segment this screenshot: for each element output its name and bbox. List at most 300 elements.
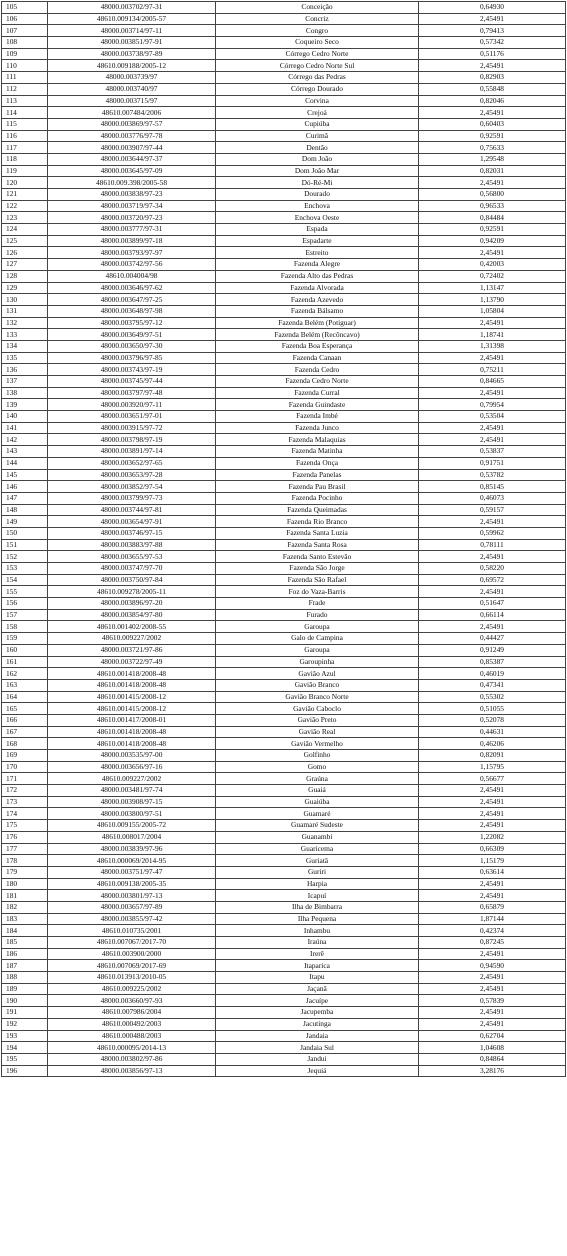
table-row xyxy=(2,189,566,201)
field-name-cell: Graúna xyxy=(216,773,419,785)
value-cell: 1,87144 xyxy=(419,913,566,925)
value-cell: 1,31398 xyxy=(419,340,566,352)
row-number-cell: 126 xyxy=(2,247,48,259)
row-number-cell: 123 xyxy=(2,212,48,224)
process-number-cell: 48000.003796/97-85 xyxy=(48,352,216,364)
process-number-cell: 48610.010735/2001 xyxy=(48,925,216,937)
process-number-cell: 48000.003795/97-12 xyxy=(48,317,216,329)
table-row xyxy=(2,913,566,925)
row-number-cell: 119 xyxy=(2,165,48,177)
row-number-cell: 150 xyxy=(2,527,48,539)
field-name-cell: Gavião Branco Norte xyxy=(216,691,419,703)
field-name-cell: Gavião Azul xyxy=(216,668,419,680)
value-cell: 0,57342 xyxy=(419,37,566,49)
table-row xyxy=(2,446,566,458)
data-table xyxy=(1,1,566,1077)
row-number-cell: 165 xyxy=(2,703,48,715)
value-cell: 0,69572 xyxy=(419,574,566,586)
row-number-cell: 120 xyxy=(2,177,48,189)
row-number-cell: 182 xyxy=(2,901,48,913)
field-name-cell: Iraúna xyxy=(216,937,419,949)
row-number-cell: 162 xyxy=(2,668,48,680)
value-cell: 0,55302 xyxy=(419,691,566,703)
field-name-cell: Córrego das Pedras xyxy=(216,72,419,84)
value-cell: 0,51055 xyxy=(419,703,566,715)
value-cell: 2,45491 xyxy=(419,878,566,890)
field-name-cell: Fazenda Alto das Pedras xyxy=(216,270,419,282)
field-name-cell: Guamaré xyxy=(216,808,419,820)
value-cell: 1,15179 xyxy=(419,855,566,867)
field-name-cell: Garoupinha xyxy=(216,656,419,668)
table-row xyxy=(2,750,566,762)
table-row xyxy=(2,118,566,130)
process-number-cell: 48000.003798/97-19 xyxy=(48,434,216,446)
process-number-cell: 48000.003645/97-09 xyxy=(48,165,216,177)
field-name-cell: Gavião Vermelho xyxy=(216,738,419,750)
table-row xyxy=(2,539,566,551)
process-number-cell: 48000.003742/97-56 xyxy=(48,259,216,271)
table-row xyxy=(2,621,566,633)
row-number-cell: 134 xyxy=(2,340,48,352)
value-cell: 0,53504 xyxy=(419,411,566,423)
value-cell: 0,46073 xyxy=(419,492,566,504)
table-row xyxy=(2,340,566,352)
value-cell: 0,96533 xyxy=(419,200,566,212)
value-cell: 0,56800 xyxy=(419,189,566,201)
field-name-cell: Jandui xyxy=(216,1053,419,1065)
table-row xyxy=(2,107,566,119)
table-row xyxy=(2,37,566,49)
field-name-cell: Fazenda Alvorada xyxy=(216,282,419,294)
value-cell: 1,04608 xyxy=(419,1042,566,1054)
process-number-cell: 48000.003852/97-54 xyxy=(48,481,216,493)
field-name-cell: Itapu xyxy=(216,972,419,984)
table-row xyxy=(2,481,566,493)
value-cell: 2,45491 xyxy=(419,177,566,189)
process-number-cell: 48000.003654/97-91 xyxy=(48,516,216,528)
process-number-cell: 48610.007986/2004 xyxy=(48,1007,216,1019)
value-cell: 2,45491 xyxy=(419,387,566,399)
process-number-cell: 48000.003743/97-19 xyxy=(48,364,216,376)
field-name-cell: Fazenda Queimadas xyxy=(216,504,419,516)
value-cell: 2,45491 xyxy=(419,796,566,808)
value-cell: 1,29548 xyxy=(419,153,566,165)
field-name-cell: Irerê xyxy=(216,948,419,960)
row-number-cell: 178 xyxy=(2,855,48,867)
row-number-cell: 124 xyxy=(2,224,48,236)
table-row xyxy=(2,609,566,621)
row-number-cell: 192 xyxy=(2,1018,48,1030)
field-name-cell: Crejoá xyxy=(216,107,419,119)
table-row xyxy=(2,714,566,726)
row-number-cell: 145 xyxy=(2,469,48,481)
value-cell: 1,15795 xyxy=(419,761,566,773)
value-cell: 2,45491 xyxy=(419,983,566,995)
process-number-cell: 48610.004004/98 xyxy=(48,270,216,282)
process-number-cell: 48000.003722/97-49 xyxy=(48,656,216,668)
value-cell: 0,94590 xyxy=(419,960,566,972)
row-number-cell: 196 xyxy=(2,1065,48,1077)
row-number-cell: 184 xyxy=(2,925,48,937)
row-number-cell: 107 xyxy=(2,25,48,37)
value-cell: 0,82046 xyxy=(419,95,566,107)
value-cell: 2,45491 xyxy=(419,107,566,119)
field-name-cell: Espada xyxy=(216,224,419,236)
field-name-cell: Fazenda Cedro Norte xyxy=(216,376,419,388)
value-cell: 0,63614 xyxy=(419,866,566,878)
row-number-cell: 188 xyxy=(2,972,48,984)
value-cell: 0,56677 xyxy=(419,773,566,785)
row-number-cell: 169 xyxy=(2,750,48,762)
table-row xyxy=(2,200,566,212)
process-number-cell: 48000.003750/97-84 xyxy=(48,574,216,586)
field-name-cell: Fazenda Imbé xyxy=(216,411,419,423)
row-number-cell: 116 xyxy=(2,130,48,142)
field-name-cell: Fazenda Malaquias xyxy=(216,434,419,446)
table-row xyxy=(2,890,566,902)
field-name-cell: Fazenda Junco xyxy=(216,422,419,434)
table-row xyxy=(2,960,566,972)
process-number-cell: 48610.009227/2002 xyxy=(48,773,216,785)
value-cell: 2,45491 xyxy=(419,621,566,633)
row-number-cell: 189 xyxy=(2,983,48,995)
row-number-cell: 175 xyxy=(2,820,48,832)
value-cell: 0,46019 xyxy=(419,668,566,680)
value-cell: 0,85145 xyxy=(419,481,566,493)
field-name-cell: Dourado xyxy=(216,189,419,201)
value-cell: 1,13147 xyxy=(419,282,566,294)
value-cell: 0,53837 xyxy=(419,446,566,458)
field-name-cell: Enchova Oeste xyxy=(216,212,419,224)
process-number-cell: 48000.003797/97-48 xyxy=(48,387,216,399)
value-cell: 0,75211 xyxy=(419,364,566,376)
field-name-cell: Congro xyxy=(216,25,419,37)
field-name-cell: Gavião Real xyxy=(216,726,419,738)
table-row xyxy=(2,270,566,282)
row-number-cell: 115 xyxy=(2,118,48,130)
value-cell: 0,51647 xyxy=(419,598,566,610)
table-row xyxy=(2,1042,566,1054)
table-row xyxy=(2,738,566,750)
table-row xyxy=(2,317,566,329)
table-row xyxy=(2,983,566,995)
value-cell: 2,45491 xyxy=(419,60,566,72)
process-number-cell: 48610.007067/2017-70 xyxy=(48,937,216,949)
process-number-cell: 48000.003714/97-11 xyxy=(48,25,216,37)
table-row xyxy=(2,72,566,84)
process-number-cell: 48000.003646/97-62 xyxy=(48,282,216,294)
process-number-cell: 48610.001415/2008-12 xyxy=(48,691,216,703)
field-name-cell: Foz do Vaza-Barris xyxy=(216,586,419,598)
field-name-cell: Fazenda Belém (Potiguar) xyxy=(216,317,419,329)
process-number-cell: 48000.003647/97-25 xyxy=(48,294,216,306)
field-name-cell: Jacutinga xyxy=(216,1018,419,1030)
row-number-cell: 160 xyxy=(2,644,48,656)
row-number-cell: 111 xyxy=(2,72,48,84)
table-row xyxy=(2,387,566,399)
field-name-cell: Fazenda Curral xyxy=(216,387,419,399)
process-number-cell: 48000.003648/97-98 xyxy=(48,305,216,317)
table-row xyxy=(2,83,566,95)
row-number-cell: 181 xyxy=(2,890,48,902)
row-number-cell: 141 xyxy=(2,422,48,434)
process-number-cell: 48000.003908/97-15 xyxy=(48,796,216,808)
value-cell: 0,53782 xyxy=(419,469,566,481)
field-name-cell: Conceição xyxy=(216,2,419,14)
field-name-cell: Fazenda Onça xyxy=(216,457,419,469)
field-name-cell: Jandaia xyxy=(216,1030,419,1042)
process-number-cell: 48000.003719/97-34 xyxy=(48,200,216,212)
row-number-cell: 151 xyxy=(2,539,48,551)
process-number-cell: 48000.003720/97-23 xyxy=(48,212,216,224)
row-number-cell: 176 xyxy=(2,831,48,843)
row-number-cell: 168 xyxy=(2,738,48,750)
process-number-cell: 48000.003854/97-80 xyxy=(48,609,216,621)
value-cell: 0,72402 xyxy=(419,270,566,282)
field-name-cell: Enchova xyxy=(216,200,419,212)
field-name-cell: Gavião Preto xyxy=(216,714,419,726)
process-number-cell: 48610.001402/2008-55 xyxy=(48,621,216,633)
table-row xyxy=(2,352,566,364)
process-number-cell: 48610.001415/2008-12 xyxy=(48,703,216,715)
process-number-cell: 48000.003899/97-18 xyxy=(48,235,216,247)
table-row xyxy=(2,831,566,843)
value-cell: 0,66309 xyxy=(419,843,566,855)
process-number-cell: 48610.000492/2003 xyxy=(48,1018,216,1030)
table-row xyxy=(2,504,566,516)
table-row xyxy=(2,13,566,25)
process-number-cell: 48610.001418/2008-48 xyxy=(48,738,216,750)
row-number-cell: 110 xyxy=(2,60,48,72)
table-row xyxy=(2,142,566,154)
row-number-cell: 131 xyxy=(2,305,48,317)
row-number-cell: 156 xyxy=(2,598,48,610)
field-name-cell: Fazenda Bálsamo xyxy=(216,305,419,317)
value-cell: 0,59157 xyxy=(419,504,566,516)
field-name-cell: Galo de Campina xyxy=(216,633,419,645)
table-row xyxy=(2,820,566,832)
row-number-cell: 177 xyxy=(2,843,48,855)
table-row xyxy=(2,808,566,820)
field-name-cell: Fazenda Azevedo xyxy=(216,294,419,306)
field-name-cell: Cupiúba xyxy=(216,118,419,130)
value-cell: 0,94209 xyxy=(419,235,566,247)
row-number-cell: 166 xyxy=(2,714,48,726)
value-cell: 0,78111 xyxy=(419,539,566,551)
row-number-cell: 172 xyxy=(2,785,48,797)
table-row xyxy=(2,644,566,656)
value-cell: 0,66114 xyxy=(419,609,566,621)
field-name-cell: Jandaia Sul xyxy=(216,1042,419,1054)
value-cell: 0,91751 xyxy=(419,457,566,469)
process-number-cell: 48000.003851/97-91 xyxy=(48,37,216,49)
field-name-cell: Guriri xyxy=(216,866,419,878)
row-number-cell: 144 xyxy=(2,457,48,469)
table-row xyxy=(2,399,566,411)
row-number-cell: 186 xyxy=(2,948,48,960)
process-number-cell: 48000.003793/97-97 xyxy=(48,247,216,259)
value-cell: 0,60403 xyxy=(419,118,566,130)
table-row xyxy=(2,843,566,855)
table-row xyxy=(2,60,566,72)
process-number-cell: 48000.003744/97-81 xyxy=(48,504,216,516)
value-cell: 0,59962 xyxy=(419,527,566,539)
value-cell: 0,82903 xyxy=(419,72,566,84)
field-name-cell: Fazenda Santa Luzia xyxy=(216,527,419,539)
row-number-cell: 152 xyxy=(2,551,48,563)
value-cell: 2,45491 xyxy=(419,808,566,820)
process-number-cell: 48000.003715/97 xyxy=(48,95,216,107)
value-cell: 2,45491 xyxy=(419,586,566,598)
value-cell: 2,45491 xyxy=(419,317,566,329)
row-number-cell: 140 xyxy=(2,411,48,423)
table-row xyxy=(2,177,566,189)
row-number-cell: 193 xyxy=(2,1030,48,1042)
table-row xyxy=(2,516,566,528)
process-number-cell: 48610.009225/2002 xyxy=(48,983,216,995)
process-number-cell: 48610.000069/2014-95 xyxy=(48,855,216,867)
process-number-cell: 48000.003657/97-89 xyxy=(48,901,216,913)
process-number-cell: 48000.003653/97-28 xyxy=(48,469,216,481)
process-number-cell: 48000.003838/97-23 xyxy=(48,189,216,201)
value-cell: 2,45491 xyxy=(419,13,566,25)
field-name-cell: Inhambu xyxy=(216,925,419,937)
table-row xyxy=(2,48,566,60)
field-name-cell: Jequiá xyxy=(216,1065,419,1077)
field-name-cell: Fazenda São Rafael xyxy=(216,574,419,586)
table-row xyxy=(2,972,566,984)
field-name-cell: Fazenda Guindaste xyxy=(216,399,419,411)
value-cell: 0,84864 xyxy=(419,1053,566,1065)
process-number-cell: 48000.003896/97-20 xyxy=(48,598,216,610)
field-name-cell: Frade xyxy=(216,598,419,610)
table-row xyxy=(2,527,566,539)
field-name-cell: Fazenda Cedro xyxy=(216,364,419,376)
row-number-cell: 118 xyxy=(2,153,48,165)
process-number-cell: 48000.003738/97-89 xyxy=(48,48,216,60)
table-row xyxy=(2,376,566,388)
table-row xyxy=(2,773,566,785)
row-number-cell: 129 xyxy=(2,282,48,294)
process-number-cell: 48000.003801/97-13 xyxy=(48,890,216,902)
table-row xyxy=(2,165,566,177)
field-name-cell: Guaricema xyxy=(216,843,419,855)
table-row xyxy=(2,282,566,294)
field-name-cell: Jacupemba xyxy=(216,1007,419,1019)
process-number-cell: 48000.003649/97-51 xyxy=(48,329,216,341)
table-row xyxy=(2,948,566,960)
field-name-cell: Córrego Dourado xyxy=(216,83,419,95)
row-number-cell: 161 xyxy=(2,656,48,668)
value-cell: 0,46206 xyxy=(419,738,566,750)
process-number-cell: 48000.003650/97-30 xyxy=(48,340,216,352)
table-row xyxy=(2,563,566,575)
field-name-cell: Dom João xyxy=(216,153,419,165)
field-name-cell: Fazenda Rio Branco xyxy=(216,516,419,528)
table-row xyxy=(2,434,566,446)
process-number-cell: 48000.003920/97-11 xyxy=(48,399,216,411)
table-row xyxy=(2,259,566,271)
value-cell: 0,87245 xyxy=(419,937,566,949)
value-cell: 2,45491 xyxy=(419,972,566,984)
process-number-cell: 48610.009.398/2005-58 xyxy=(48,177,216,189)
process-number-cell: 48000.003855/97-42 xyxy=(48,913,216,925)
table-row xyxy=(2,855,566,867)
field-name-cell: Fazenda Santo Estevão xyxy=(216,551,419,563)
row-number-cell: 121 xyxy=(2,189,48,201)
field-name-cell: Fazenda São Jorge xyxy=(216,563,419,575)
table-row xyxy=(2,726,566,738)
row-number-cell: 148 xyxy=(2,504,48,516)
table-row xyxy=(2,1007,566,1019)
field-name-cell: Córrego Cedro Norte xyxy=(216,48,419,60)
value-cell: 1,13790 xyxy=(419,294,566,306)
process-number-cell: 48000.003535/97-00 xyxy=(48,750,216,762)
table-row xyxy=(2,305,566,317)
process-number-cell: 48000.003702/97-31 xyxy=(48,2,216,14)
process-number-cell: 48610.003900/2000 xyxy=(48,948,216,960)
table-row xyxy=(2,925,566,937)
process-number-cell: 48000.003915/97-72 xyxy=(48,422,216,434)
row-number-cell: 179 xyxy=(2,866,48,878)
row-number-cell: 132 xyxy=(2,317,48,329)
value-cell: 0,85387 xyxy=(419,656,566,668)
process-number-cell: 48000.003740/97 xyxy=(48,83,216,95)
value-cell: 0,84665 xyxy=(419,376,566,388)
row-number-cell: 106 xyxy=(2,13,48,25)
row-number-cell: 138 xyxy=(2,387,48,399)
process-number-cell: 48000.003651/97-01 xyxy=(48,411,216,423)
table-row xyxy=(2,364,566,376)
table-row xyxy=(2,668,566,680)
process-number-cell: 48610.007069/2017-69 xyxy=(48,960,216,972)
row-number-cell: 108 xyxy=(2,37,48,49)
table-row xyxy=(2,761,566,773)
value-cell: 1,18741 xyxy=(419,329,566,341)
table-body xyxy=(2,2,566,1077)
row-number-cell: 171 xyxy=(2,773,48,785)
row-number-cell: 173 xyxy=(2,796,48,808)
value-cell: 0,75633 xyxy=(419,142,566,154)
row-number-cell: 195 xyxy=(2,1053,48,1065)
value-cell: 0,47341 xyxy=(419,679,566,691)
process-number-cell: 48610.001418/2008-48 xyxy=(48,726,216,738)
process-number-cell: 48610.009188/2005-12 xyxy=(48,60,216,72)
value-cell: 2,45491 xyxy=(419,422,566,434)
process-number-cell: 48000.003839/97-96 xyxy=(48,843,216,855)
value-cell: 2,45491 xyxy=(419,247,566,259)
row-number-cell: 113 xyxy=(2,95,48,107)
table-row xyxy=(2,995,566,1007)
value-cell: 0,92591 xyxy=(419,224,566,236)
value-cell: 0,82091 xyxy=(419,750,566,762)
process-number-cell: 48000.003655/97-53 xyxy=(48,551,216,563)
field-name-cell: Gomo xyxy=(216,761,419,773)
row-number-cell: 183 xyxy=(2,913,48,925)
process-number-cell: 48610.013913/2010-05 xyxy=(48,972,216,984)
table-row xyxy=(2,294,566,306)
table-row xyxy=(2,901,566,913)
row-number-cell: 155 xyxy=(2,586,48,598)
process-number-cell: 48000.003907/97-44 xyxy=(48,142,216,154)
row-number-cell: 105 xyxy=(2,2,48,14)
table-row xyxy=(2,1053,566,1065)
table-row xyxy=(2,574,566,586)
field-name-cell: Fazenda Panelas xyxy=(216,469,419,481)
field-name-cell: Garoupa xyxy=(216,621,419,633)
table-row xyxy=(2,457,566,469)
table-row xyxy=(2,247,566,259)
